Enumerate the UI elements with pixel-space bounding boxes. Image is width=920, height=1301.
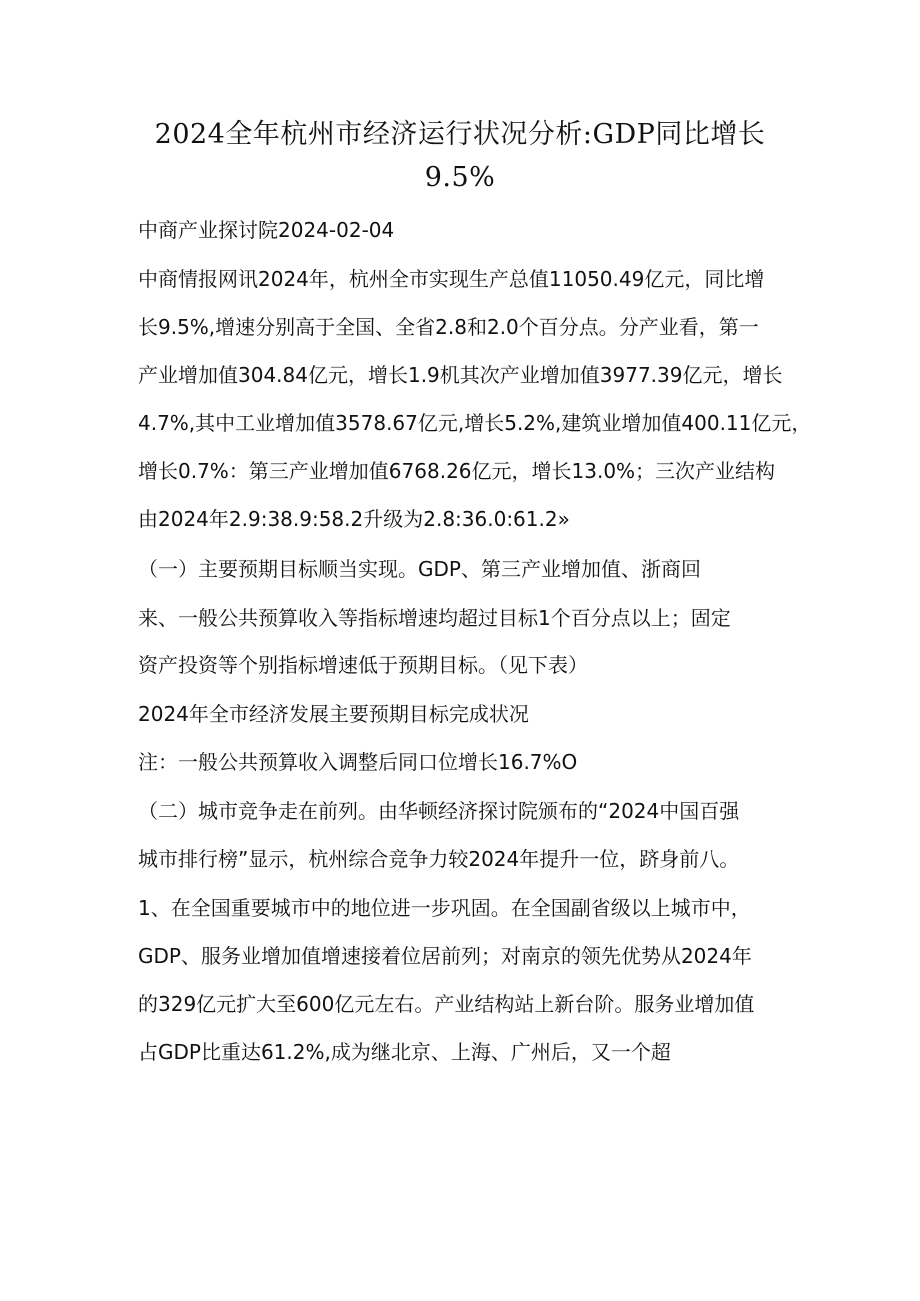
paragraph-line: 4.7%,其中工业增加值3578.67亿元,增长5.2%,建筑业增加值400.11亿元，: [138, 411, 812, 435]
paragraph-line: 城市排行榜”显示，杭州综合竞争力较2024年提升一位，跻身前八。: [138, 847, 740, 871]
note-line: 注：一般公共预算收入调整后同口位增长16.7%O: [138, 750, 578, 774]
paragraph-line: 的329亿元扩大至600亿元左右。产业结构站上新台阶。服务业增加值: [138, 992, 755, 1016]
paragraph-line: 1、在全国重要城市中的地位进一步巩固。在全国副省级以上城市中，: [138, 896, 751, 920]
paragraph-line: 增长0.7%：第三产业增加值6768.26亿元，增长13.0%；三次产业结构: [138, 459, 776, 483]
paragraph-line: 占GDP比重达61.2%,成为继北京、上海、广州后，又一个超: [138, 1040, 671, 1064]
paragraph-line: 产业增加值304.84亿元，增长1.9机其次产业增加值3977.39亿元，增长: [138, 363, 783, 387]
paragraph-line: （一）主要预期目标顺当实现。GDP、第三产业增加值、浙商回: [138, 557, 701, 581]
paragraph-line: 长9.5%,增速分别高于全国、全省2.8和2.0个百分点。分产业看，第一: [138, 315, 759, 339]
table-caption: 2024年全市经济发展主要预期目标完成状况: [138, 702, 529, 726]
paragraph-line: 来、一般公共预算收入等指标增速均超过目标1个百分点以上；固定: [138, 606, 731, 630]
document-title-line-2: 9.5%: [424, 162, 496, 193]
source-line: 中商产业探讨院2024-02-04: [138, 218, 395, 242]
paragraph-line: 中商情报网讯2024年，杭州全市实现生产总值11050.49亿元，同比增: [138, 267, 765, 291]
paragraph-line: （二）城市竞争走在前列。由华顿经济探讨院颁布的“2024中国百强: [138, 799, 740, 823]
paragraph-line: 由2024年2.9:38.9:58.2升级为2.8:36.0:61.2»: [138, 507, 570, 531]
paragraph-line: 资产投资等个别指标增速低于预期目标。（见下表）: [138, 653, 588, 677]
document-title-line-1: 2024全年杭州市经济运行状况分析:GDP同比增长: [154, 119, 766, 150]
paragraph-line: GDP、服务业增加值增速接着位居前列；对南京的领先优势从2024年: [138, 944, 752, 968]
